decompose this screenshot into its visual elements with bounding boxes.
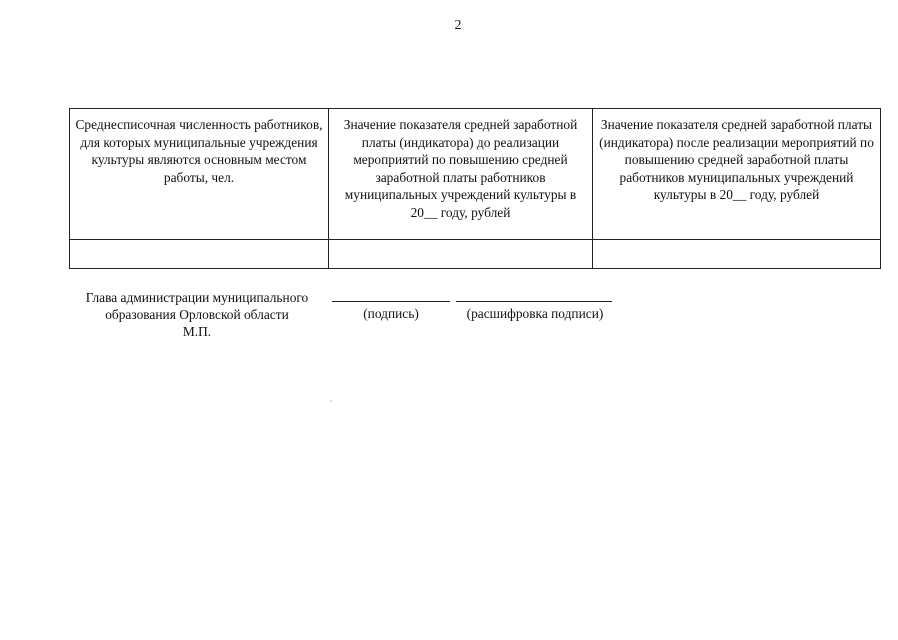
signature-caption: (подпись) (363, 306, 419, 321)
page-number: 2 (454, 18, 462, 33)
indicator-table (69, 108, 881, 269)
header-text-salary-before: Значение показателя средней заработной платы (индикатора) до реализации мероприятий по повышению средней заработной платы работников муниципальных учреждений культуры в 20__ году, рублей (343, 117, 578, 220)
data-cell-salary-before (329, 240, 593, 269)
header-cell-headcount (70, 109, 329, 240)
header-cell-salary-after (593, 109, 881, 240)
header-cell-salary-before (329, 109, 593, 240)
data-cell-headcount (70, 240, 329, 269)
decoding-line (456, 301, 612, 302)
signatory-block (68, 289, 326, 340)
signatory-position-line1: Глава администрации муниципального (85, 290, 309, 305)
decoding-caption: (расшифровка подписи) (466, 306, 604, 321)
header-text-headcount: Среднесписочная численность работников, для которых муниципальные учреждения культуры являются основным местом работы, чел. (75, 117, 323, 185)
signatory-position-line2: образования Орловской области (105, 307, 289, 322)
signature-line (332, 301, 450, 302)
table-row (70, 240, 881, 269)
scan-speck (330, 400, 332, 402)
data-cell-salary-after (593, 240, 881, 269)
stamp-mark: М.П. (182, 324, 212, 339)
table-header-row (70, 109, 881, 240)
header-text-salary-after: Значение показателя средней заработной платы (индикатора) после реализации мероприятий по повышению средней заработной платы работников муниципальных учреждений культуры в 20__ году, рублей (599, 117, 874, 202)
